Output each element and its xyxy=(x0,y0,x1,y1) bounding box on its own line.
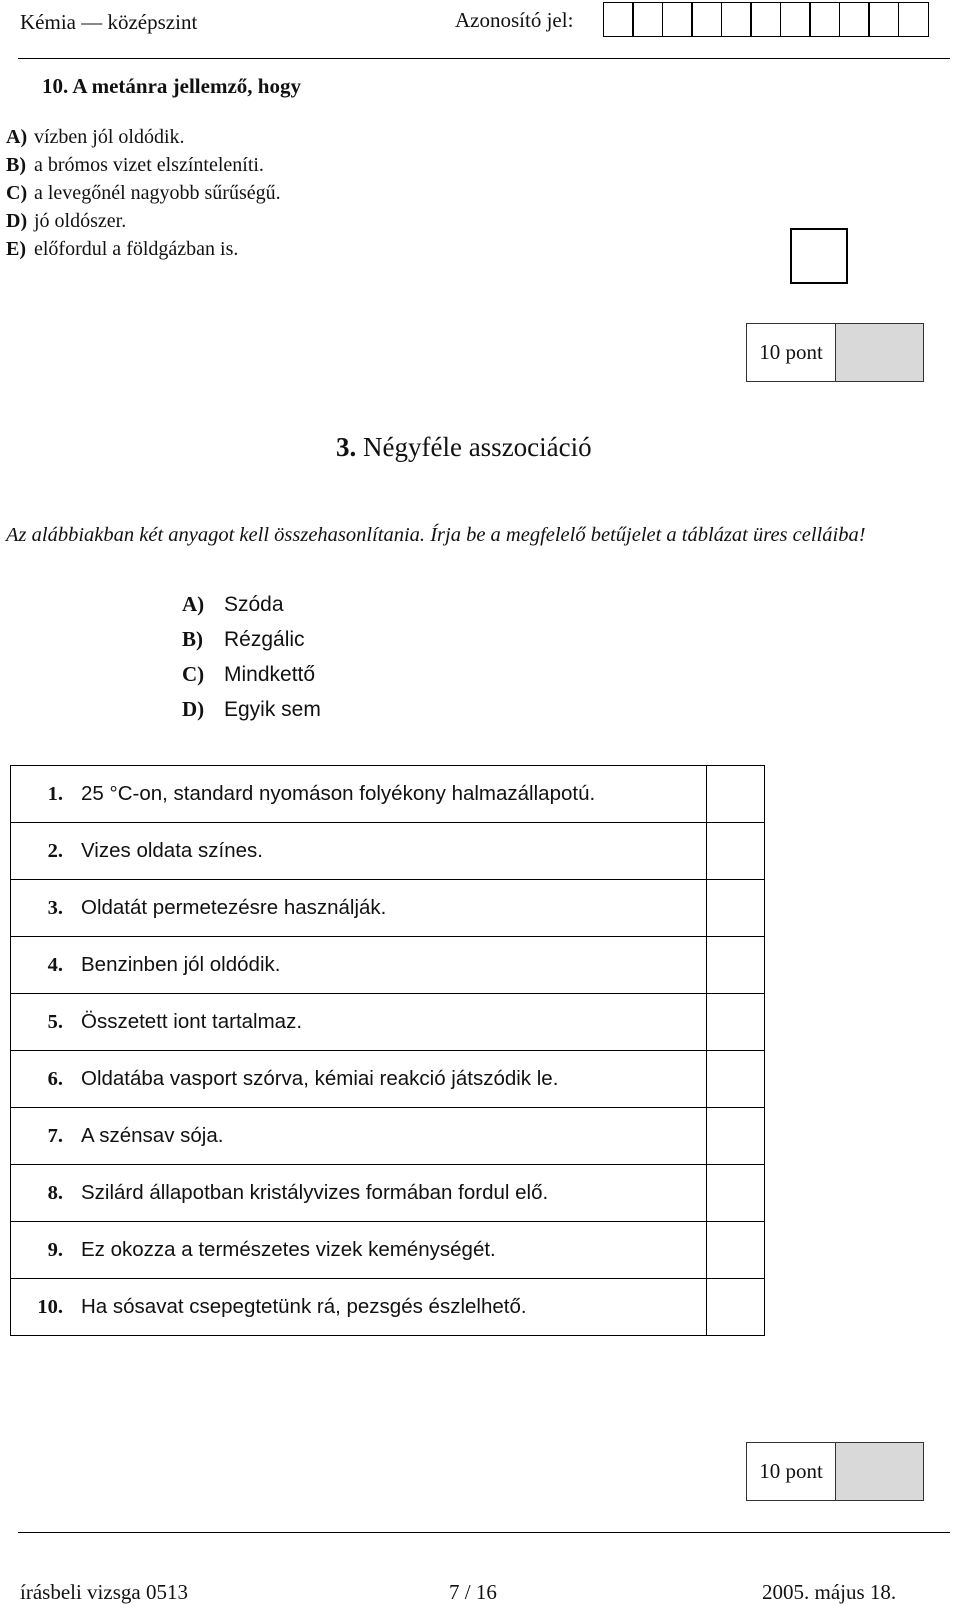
row-number: 1. xyxy=(11,766,72,823)
table-row xyxy=(11,937,765,994)
points-box-top xyxy=(746,323,924,382)
table-row xyxy=(11,1108,765,1165)
association-table xyxy=(10,765,765,1336)
id-code-box[interactable] xyxy=(750,2,781,37)
choice-b: B) Rézgálic xyxy=(182,627,305,651)
q10-option-a: A) vízben jól oldódik. xyxy=(6,126,185,148)
choice-a: A) Szóda xyxy=(182,592,284,616)
header-subject: Kémia — középszint xyxy=(20,10,198,34)
answer-cell[interactable] xyxy=(707,1165,765,1222)
q10-option-e: E) előfordul a földgázban is. xyxy=(6,238,239,260)
q10-answer-box[interactable] xyxy=(790,228,848,284)
row-number: 5. xyxy=(11,994,72,1051)
question-10-title: 10. A metánra jellemző, hogy xyxy=(42,74,301,98)
id-code-boxes[interactable] xyxy=(604,2,929,37)
row-statement: Ha sósavat csepegtetünk rá, pezsgés észlelhető. xyxy=(71,1279,707,1336)
answer-cell[interactable] xyxy=(707,1222,765,1279)
points-label: 10 pont xyxy=(747,1443,836,1500)
q10-option-c: C) a levegőnél nagyobb sűrűségű. xyxy=(6,182,281,204)
row-number: 7. xyxy=(11,1108,72,1165)
points-score-field[interactable] xyxy=(836,1443,923,1500)
row-number: 9. xyxy=(11,1222,72,1279)
answer-cell[interactable] xyxy=(707,1279,765,1336)
id-code-box[interactable] xyxy=(721,2,752,37)
id-code-box[interactable] xyxy=(662,2,693,37)
answer-cell[interactable] xyxy=(707,1051,765,1108)
id-code-box[interactable] xyxy=(780,2,811,37)
section-3-instruction: Az alábbiakban két anyagot kell összehasonlítania. Írja be a megfelelő betűjelet a táblázat üres celláiba! xyxy=(6,524,866,546)
answer-cell[interactable] xyxy=(707,823,765,880)
answer-cell[interactable] xyxy=(707,1108,765,1165)
table-row xyxy=(11,1165,765,1222)
answer-cell[interactable] xyxy=(707,880,765,937)
row-number: 6. xyxy=(11,1051,72,1108)
answer-cell[interactable] xyxy=(707,937,765,994)
row-statement: Összetett iont tartalmaz. xyxy=(71,994,707,1051)
row-statement: Vizes oldata színes. xyxy=(71,823,707,880)
table-row xyxy=(11,1279,765,1336)
footer-exam-code: írásbeli vizsga 0513 xyxy=(20,1580,188,1604)
choice-d: D) Egyik sem xyxy=(182,697,321,721)
id-code-box[interactable] xyxy=(691,2,722,37)
footer-rule xyxy=(18,1532,950,1533)
points-score-field[interactable] xyxy=(836,324,923,381)
row-statement: Oldatába vasport szórva, kémiai reakció játszódik le. xyxy=(71,1051,707,1108)
answer-cell[interactable] xyxy=(707,766,765,823)
row-statement: A szénsav sója. xyxy=(71,1108,707,1165)
q10-option-b: B) a brómos vizet elszínteleníti. xyxy=(6,154,264,176)
row-number: 4. xyxy=(11,937,72,994)
table-row xyxy=(11,1051,765,1108)
footer-page-number: 7 / 16 xyxy=(449,1580,497,1604)
id-code-box[interactable] xyxy=(839,2,870,37)
id-code-box[interactable] xyxy=(868,2,899,37)
id-code-box[interactable] xyxy=(898,2,929,37)
id-code-box[interactable] xyxy=(632,2,663,37)
header-id-label: Azonosító jel: xyxy=(455,8,574,32)
points-label: 10 pont xyxy=(747,324,836,381)
q10-option-d: D) jó oldószer. xyxy=(6,210,127,232)
row-statement: Szilárd állapotban kristályvizes formában fordul elő. xyxy=(71,1165,707,1222)
id-code-box[interactable] xyxy=(809,2,840,37)
row-statement: Benzinben jól oldódik. xyxy=(71,937,707,994)
table-row xyxy=(11,880,765,937)
id-code-box[interactable] xyxy=(603,2,634,37)
row-statement: 25 °C-on, standard nyomáson folyékony halmazállapotú. xyxy=(71,766,707,823)
footer-date: 2005. május 18. xyxy=(762,1580,897,1604)
section-3-title: 3. Négyféle asszociáció xyxy=(336,432,592,462)
row-number: 10. xyxy=(11,1279,72,1336)
table-row xyxy=(11,1222,765,1279)
choice-c: C) Mindkettő xyxy=(182,662,316,686)
row-number: 2. xyxy=(11,823,72,880)
table-row xyxy=(11,823,765,880)
row-statement: Ez okozza a természetes vizek keménységét. xyxy=(71,1222,707,1279)
row-number: 8. xyxy=(11,1165,72,1222)
table-row xyxy=(11,766,765,823)
header-rule xyxy=(18,58,950,59)
answer-cell[interactable] xyxy=(707,994,765,1051)
points-box-bottom xyxy=(746,1442,924,1501)
table-row xyxy=(11,994,765,1051)
row-statement: Oldatát permetezésre használják. xyxy=(71,880,707,937)
row-number: 3. xyxy=(11,880,72,937)
